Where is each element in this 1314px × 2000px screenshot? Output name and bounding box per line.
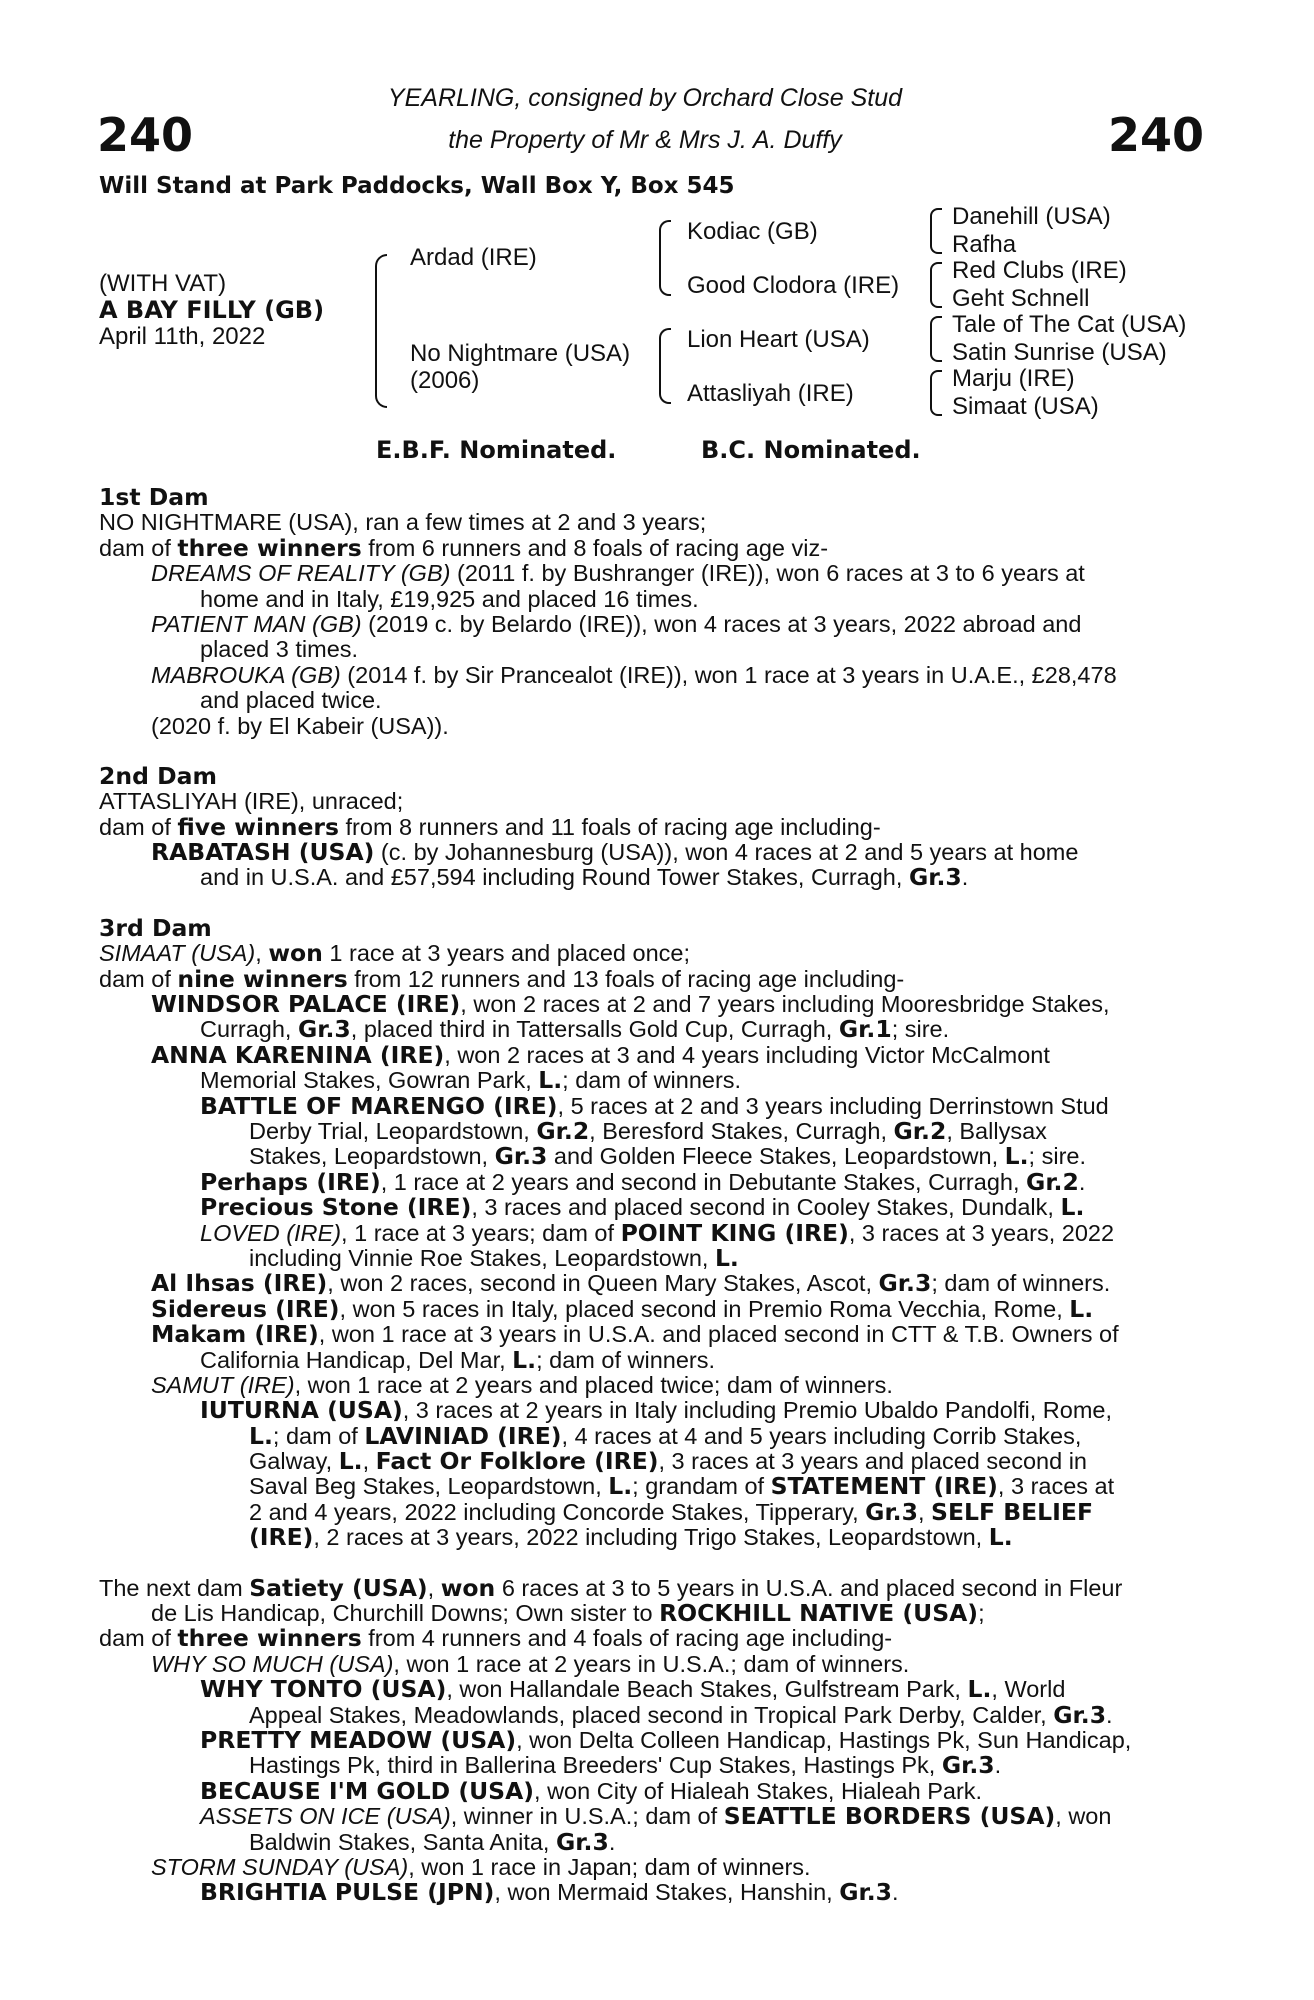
section-title-2nd-dam: 2nd Dam [99, 761, 217, 790]
ssd: Rafha [952, 231, 1017, 258]
text-line: ANNA KARENINA (IRE), won 2 races at 3 and 4 years including Victor McCalmont [151, 1040, 1050, 1069]
stand-location: Will Stand at Park Paddocks, Wall Box Y, Box 545 [99, 173, 735, 199]
pedigree-brace-sire [659, 220, 671, 296]
text-line: MABROUKA (GB) (2014 f. by Sir Prancealot (IRE)), won 1 race at 3 years in U.A.E., £28,478 [151, 661, 1117, 688]
sds: Red Clubs (IRE) [952, 257, 1127, 284]
text-line: Derby Trial, Leopardstown, Gr.2, Beresford Stakes, Curragh, Gr.2, Ballysax [249, 1116, 1047, 1145]
text-line: Perhaps (IRE), 1 race at 2 years and second in Debutante Stakes, Curragh, Gr.2. [200, 1167, 1086, 1196]
text-line: home and in Italy, £19,925 and placed 16 times. [200, 585, 699, 612]
text-line: BRIGHTIA PULSE (JPN), won Mermaid Stakes, Hanshin, Gr.3. [200, 1878, 899, 1907]
text-line: DREAMS OF REALITY (GB) (2011 f. by Bushranger (IRE)), won 6 races at 3 to 6 years at [151, 560, 1085, 587]
text-line: dam of five winners from 8 runners and 11 foals of racing age including- [99, 812, 881, 841]
text-line: PATIENT MAN (GB) (2019 c. by Belardo (IRE)), won 4 races at 3 years, 2022 abroad and [151, 610, 1082, 637]
text-line: ASSETS ON ICE (USA), winner in U.S.A.; dam of SEATTLE BORDERS (USA), won [200, 1802, 1112, 1831]
text-line: including Vinnie Roe Stakes, Leopardstown, L. [249, 1243, 739, 1272]
dam-year: (2006) [410, 367, 480, 394]
text-line: IUTURNA (USA), 3 races at 2 years in Italy including Premio Ubaldo Pandolfi, Rome, [200, 1396, 1113, 1425]
dam-sire: Lion Heart (USA) [687, 326, 870, 353]
text-line: WINDSOR PALACE (IRE), won 2 races at 2 and 7 years including Mooresbridge Stakes, [151, 990, 1110, 1019]
text-line: dam of three winners from 4 runners and 4 foals of racing age including- [99, 1624, 893, 1653]
text-line: SIMAAT (USA), won 1 race at 3 years and placed once; [99, 939, 691, 968]
lot-number-left: 240 [97, 108, 194, 162]
dsd: Satin Sunrise (USA) [952, 339, 1167, 366]
text-line: RABATASH (USA) (c. by Johannesburg (USA)), won 4 races at 2 and 5 years at home [151, 838, 1079, 867]
pedigree-brace-ds [930, 316, 942, 362]
ebf-nominated: E.B.F. Nominated. [376, 436, 617, 464]
section-title-1st-dam: 1st Dam [99, 483, 209, 511]
text-line: Hastings Pk, third in Ballerina Breeders' Cup Stakes, Hastings Pk, Gr.3. [249, 1751, 1002, 1780]
text-line: NO NIGHTMARE (USA), ran a few times at 2 and 3 years; [99, 509, 707, 536]
text-line: LOVED (IRE), 1 race at 3 years; dam of POINT KING (IRE), 3 races at 3 years, 2022 [200, 1218, 1115, 1247]
dam-dam: Attasliyah (IRE) [687, 380, 854, 407]
text-line: 2 and 4 years, 2022 including Concorde Stakes, Tipperary, Gr.3, SELF BELIEF [249, 1497, 1094, 1526]
text-line: ATTASLIYAH (IRE), unraced; [99, 788, 404, 815]
text-line: BECAUSE I'M GOLD (USA), won City of Hialeah Stakes, Hialeah Park. [200, 1776, 983, 1805]
text-line: PRETTY MEADOW (USA), won Delta Colleen Handicap, Hastings Pk, Sun Handicap, [200, 1725, 1132, 1754]
dss: Tale of The Cat (USA) [952, 311, 1187, 338]
sire: Ardad (IRE) [410, 244, 537, 271]
horse-name: A BAY FILLY (GB) [99, 296, 325, 324]
text-line: (2020 f. by El Kabeir (USA)). [151, 712, 449, 739]
text-line: Stakes, Leopardstown, Gr.3 and Golden Fleece Stakes, Leopardstown, L.; sire. [249, 1142, 1087, 1171]
text-line: Baldwin Stakes, Santa Anita, Gr.3. [249, 1827, 616, 1856]
text-line: Makam (IRE), won 1 race at 3 years in U.S.A. and placed second in CTT & T.B. Owners of [151, 1320, 1119, 1349]
text-line: L.; dam of LAVINIAD (IRE), 4 races at 4 and 5 years including Corrib Stakes, [249, 1421, 1082, 1450]
vat-note: (WITH VAT) [99, 270, 227, 297]
text-line: Appeal Stakes, Meadowlands, placed second in Tropical Park Derby, Calder, Gr.3. [249, 1700, 1113, 1729]
section-title-3rd-dam: 3rd Dam [99, 913, 212, 942]
text-line: dam of three winners from 6 runners and 8 foals of racing age viz- [99, 533, 829, 562]
text-line: and placed twice. [200, 687, 382, 714]
text-line: and in U.S.A. and £57,594 including Round Tower Stakes, Curragh, Gr.3. [200, 863, 969, 892]
sire-dam: Good Clodora (IRE) [687, 272, 900, 299]
foaling-date: April 11th, 2022 [99, 323, 266, 350]
text-line: de Lis Handicap, Churchill Downs; Own sister to ROCKHILL NATIVE (USA); [151, 1599, 985, 1628]
text-line: BATTLE OF MARENGO (IRE), 5 races at 2 and 3 years including Derrinstown Stud [200, 1091, 1109, 1120]
dam: No Nightmare (USA) [410, 340, 631, 367]
text-line: SAMUT (IRE), won 1 race at 2 years and placed twice; dam of winners. [151, 1371, 893, 1398]
consignor-line: YEARLING, consigned by Orchard Close Stud [387, 84, 903, 112]
text-line: Sidereus (IRE), won 5 races in Italy, placed second in Premio Roma Vecchia, Rome, L. [151, 1294, 1094, 1323]
text-line: Memorial Stakes, Gowran Park, L.; dam of winners. [200, 1066, 742, 1095]
sss: Danehill (USA) [952, 203, 1111, 230]
catalogue-body [99, 485, 1195, 1906]
text-line: WHY SO MUCH (USA), won 1 race at 2 years in U.S.A.; dam of winners. [151, 1650, 910, 1677]
text-line: placed 3 times. [200, 636, 359, 663]
pedigree-brace-sd [930, 262, 942, 308]
bc-nominated: B.C. Nominated. [701, 436, 921, 464]
lot-number-right: 240 [1107, 108, 1204, 162]
text-line: (IRE), 2 races at 3 years, 2022 including Trigo Stakes, Leopardstown, L. [249, 1523, 1013, 1552]
text-line: STORM SUNDAY (USA), won 1 race in Japan; dam of winners. [151, 1853, 811, 1880]
ddd: Simaat (USA) [952, 393, 1099, 420]
text-line: California Handicap, Del Mar, L.; dam of winners. [200, 1345, 716, 1374]
pedigree-brace-gen1 [375, 254, 387, 408]
text-line: WHY TONTO (USA), won Hallandale Beach Stakes, Gulfstream Park, L., World [200, 1675, 1066, 1704]
sdd: Geht Schnell [952, 285, 1090, 312]
text-line: Curragh, Gr.3, placed third in Tattersalls Gold Cup, Curragh, Gr.1; sire. [200, 1015, 950, 1044]
text-line: Galway, L., Fact Or Folklore (IRE), 3 races at 3 years and placed second in [249, 1447, 1087, 1476]
sire-sire: Kodiac (GB) [687, 218, 818, 245]
text-line: Precious Stone (IRE), 3 races and placed second in Cooley Stakes, Dundalk, L. [200, 1193, 1085, 1222]
text-line: The next dam Satiety (USA), won 6 races at 3 to 5 years in U.S.A. and placed second in Fleur [99, 1573, 1123, 1602]
text-line: Al Ihsas (IRE), won 2 races, second in Queen Mary Stakes, Ascot, Gr.3; dam of winners. [151, 1269, 1111, 1298]
text-line: Saval Beg Stakes, Leopardstown, L.; grandam of STATEMENT (IRE), 3 races at [249, 1472, 1115, 1501]
pedigree-brace-dd [930, 370, 942, 416]
pedigree-brace-dam [659, 328, 671, 404]
pedigree-brace-ss [930, 208, 942, 254]
property-line: the Property of Mr & Mrs J. A. Duffy [448, 126, 842, 154]
dds: Marju (IRE) [952, 365, 1075, 392]
text-line: dam of nine winners from 12 runners and 13 foals of racing age including- [99, 964, 905, 993]
